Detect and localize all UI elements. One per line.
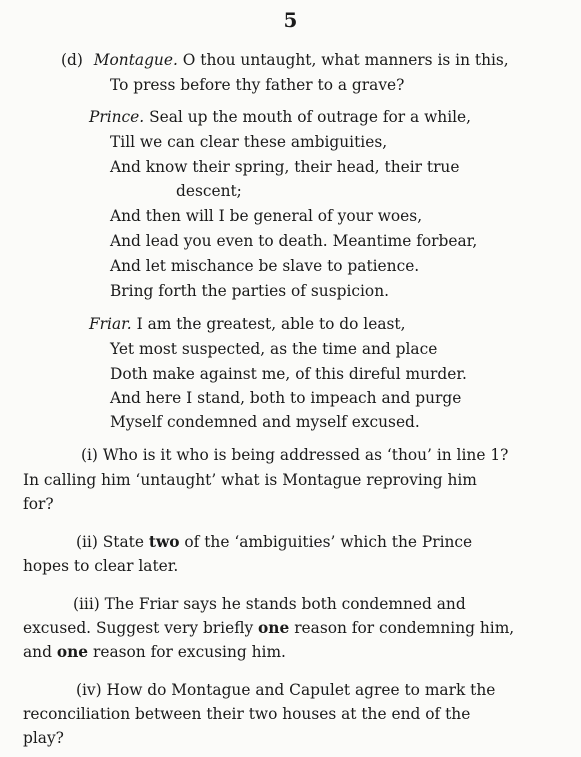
question-text: reason for condemning him, (289, 619, 515, 637)
verse-line: Bring forth the parties of suspicion. (110, 282, 389, 300)
speaker-prince: Prince. (89, 108, 145, 126)
passage-line-prince (89, 107, 471, 127)
verse-line: And let mischance be slave to patience. (110, 257, 420, 275)
emphasis: two (148, 533, 180, 551)
question-ii-line (76, 532, 472, 552)
question-iii-line (23, 618, 514, 638)
verse-line: descent; (176, 182, 242, 200)
verse-line: Yet most suspected, as the time and place (110, 340, 438, 358)
question-i-line: In calling him ‘untaught’ what is Montague reproving him (23, 471, 477, 489)
question-text: reason for excusing him. (88, 643, 286, 661)
verse-line: Till we can clear these ambiguities, (110, 133, 388, 151)
verse-line: And here I stand, both to impeach and purge (110, 389, 462, 407)
page-number: 5 (283, 8, 298, 32)
question-text: (ii) State (76, 533, 149, 551)
question-iii-line (23, 642, 286, 662)
question-iii-line: (iii) The Friar says he stands both condemned and (73, 595, 466, 613)
passage-line-1 (61, 50, 509, 70)
verse-line: Doth make against me, of this direful murder. (110, 365, 467, 383)
question-iv-line: (iv) How do Montague and Capulet agree to mark the (76, 681, 496, 699)
verse-text: O thou untaught, what manners is in this, (182, 51, 509, 69)
speaker-montague: Montague. (93, 51, 178, 69)
question-text: excused. Suggest very briefly (23, 619, 259, 637)
emphasis: one (258, 619, 290, 637)
verse-line: To press before thy father to a grave? (110, 76, 405, 94)
question-text: of the ‘ambiguities’ which the Prince (179, 533, 473, 551)
verse-line: And then will I be general of your woes, (110, 207, 423, 225)
verse-line: And lead you even to death. Meantime forbear, (110, 232, 478, 250)
emphasis: one (56, 643, 89, 661)
question-iv-line: play? (23, 729, 64, 747)
question-i-line: (i) Who is it who is being addressed as ‘thou’ in line 1? (81, 446, 509, 464)
verse-text: Seal up the mouth of outrage for a while, (149, 108, 472, 126)
passage-label: (d) (61, 51, 83, 69)
verse-text: I am the greatest, able to do least, (136, 315, 406, 333)
verse-line: Myself condemned and myself excused. (110, 413, 420, 431)
question-text: and (23, 643, 57, 661)
passage-line-friar (89, 314, 405, 334)
question-ii-line: hopes to clear later. (23, 557, 179, 575)
verse-line: And know their spring, their head, their true (110, 158, 460, 176)
question-iv-line: reconciliation between their two houses at the end of the (23, 705, 471, 723)
question-i-line: for? (23, 495, 54, 513)
speaker-friar: Friar. (89, 315, 132, 333)
